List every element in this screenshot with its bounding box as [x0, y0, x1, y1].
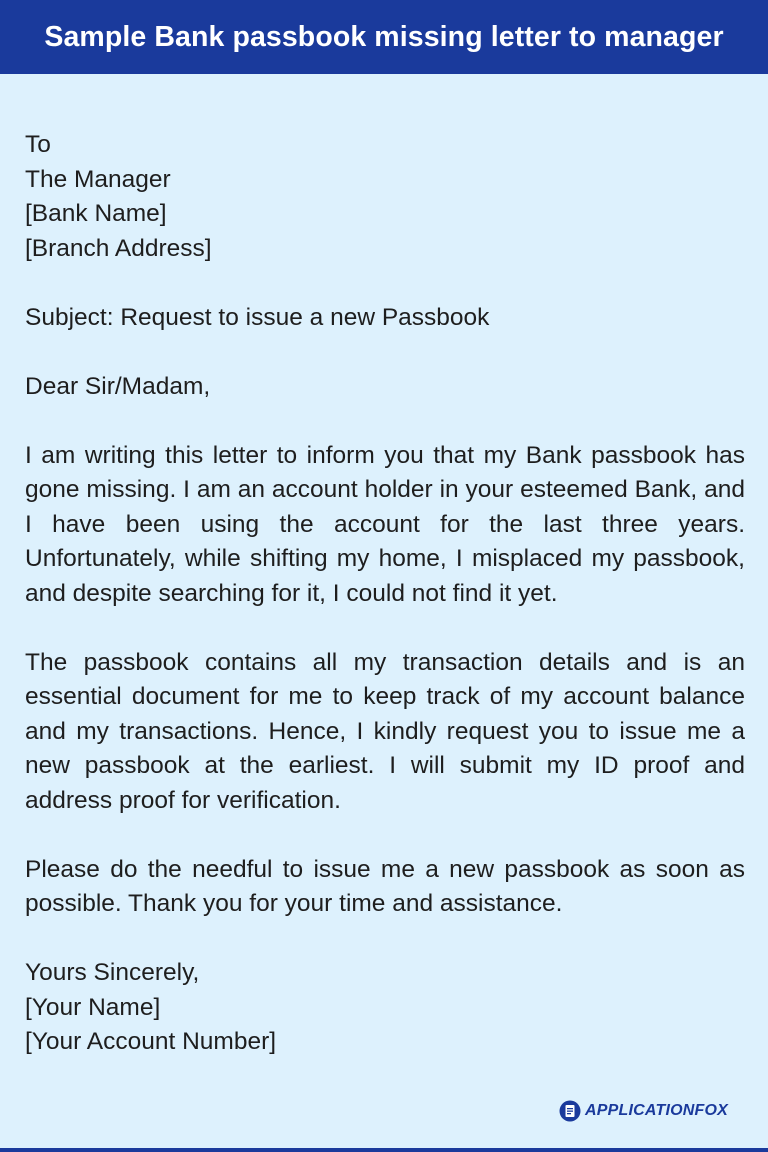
brand-logo — [559, 1100, 728, 1122]
closing-line: Yours Sincerely, — [25, 959, 200, 986]
signature-block — [25, 956, 745, 1060]
address-line: [Branch Address] — [25, 234, 212, 262]
address-line: The Manager — [25, 165, 171, 193]
title-banner — [0, 0, 768, 74]
body-paragraph: Please do the needful to issue me a new passbook as soon as possible. Thank you for your time and assistance. — [25, 855, 745, 917]
salutation: Dear Sir/Madam, — [25, 372, 211, 400]
closing-line: [Your Name] — [25, 993, 161, 1021]
brand-name: APPLICATIONFOX — [585, 1102, 728, 1119]
address-line: To — [25, 131, 51, 158]
subject-line: Subject: Request to issue a new Passbook — [25, 303, 490, 331]
page-title: Sample Bank passbook missing letter to manager — [44, 20, 724, 53]
recipient-address — [25, 128, 745, 266]
closing-line: [Your Account Number] — [25, 1028, 277, 1055]
body-paragraph: The passbook contains all my transaction details and is an essential document for me to keep track of my account balance and my transactions. Hence, I kindly request you to issue me a new passbook at the earliest. I will submit my ID proof and address proof for verification. — [25, 648, 745, 814]
address-line: [Bank Name] — [25, 200, 167, 227]
letter-body — [25, 128, 745, 1060]
document-logo-icon — [559, 1100, 581, 1122]
body-paragraph: I am writing this letter to inform you that my Bank passbook has gone missing. I am an account holder in your esteemed Bank, and I have been using the account for the last three years. Unfortunately, while shifting my home, I misplaced my passbook, and despite searching for it, I could not find it yet. — [25, 441, 745, 607]
